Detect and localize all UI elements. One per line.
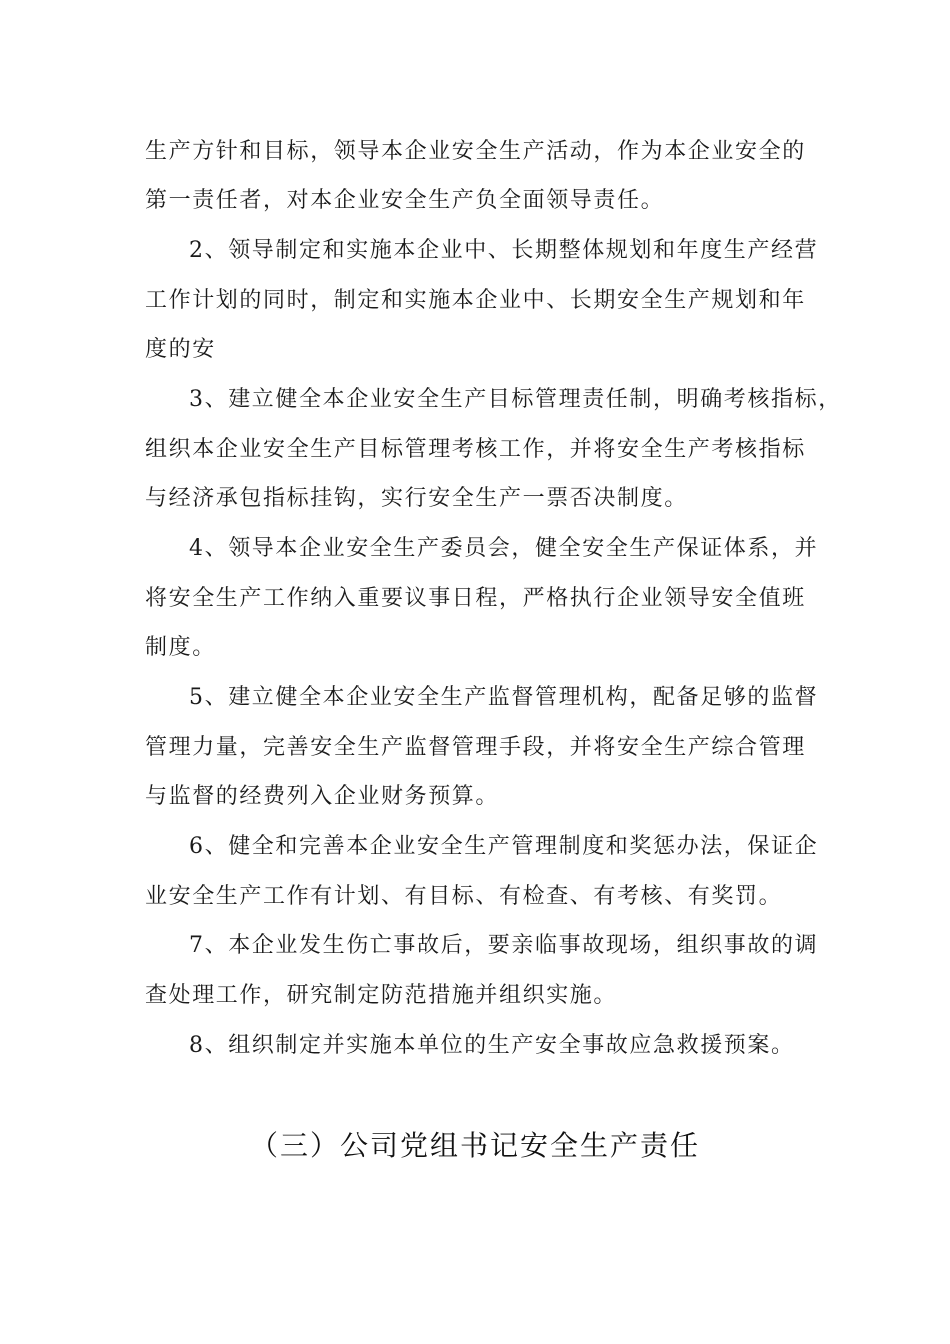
paragraph-line: 8、组织制定并实施本单位的生产安全事故应急救援预案。 bbox=[189, 1033, 795, 1058]
paragraph-line: 将安全生产工作纳入重要议事日程，严格执行企业领导安全值班 bbox=[145, 586, 806, 611]
section-heading: （三）公司党组书记安全生产责任 bbox=[249, 1129, 700, 1162]
paragraph-line: 生产方针和目标，领导本企业安全生产活动，作为本企业安全的 bbox=[145, 139, 806, 164]
paragraph-line: 4、领导本企业安全生产委员会，健全安全生产保证体系，并 bbox=[189, 536, 819, 561]
paragraph-line: 组织本企业安全生产目标管理考核工作，并将安全生产考核指标 bbox=[145, 437, 806, 462]
paragraph-line: 2、领导制定和实施本企业中、长期整体规划和年度生产经营 bbox=[189, 238, 819, 263]
paragraph-line: 管理力量，完善安全生产监督管理手段，并将安全生产综合管理 bbox=[145, 735, 806, 760]
paragraph-line: 第一责任者，对本企业安全生产负全面领导责任。 bbox=[145, 188, 665, 213]
paragraph-line: 7、本企业发生伤亡事故后，要亲临事故现场，组织事故的调 bbox=[189, 933, 819, 958]
paragraph-line: 制度。 bbox=[145, 635, 216, 660]
paragraph-line: 查处理工作，研究制定防范措施并组织实施。 bbox=[145, 983, 618, 1008]
paragraph-line: 5、建立健全本企业安全生产监督管理机构，配备足够的监督 bbox=[189, 685, 819, 710]
paragraph-line: 与经济承包指标挂钩，实行安全生产一票否决制度。 bbox=[145, 486, 688, 511]
paragraph-line: 工作计划的同时，制定和实施本企业中、长期安全生产规划和年 bbox=[145, 288, 806, 313]
paragraph-line: 度的安 bbox=[145, 337, 216, 362]
paragraph-line: 6、健全和完善本企业安全生产管理制度和奖惩办法，保证企 bbox=[189, 834, 819, 859]
paragraph-line: 3、建立健全本企业安全生产目标管理责任制，明确考核指标， bbox=[189, 387, 842, 412]
paragraph-line: 与监督的经费列入企业财务预算。 bbox=[145, 784, 500, 809]
paragraph-line: 业安全生产工作有计划、有目标、有检查、有考核、有奖罚。 bbox=[145, 884, 783, 909]
